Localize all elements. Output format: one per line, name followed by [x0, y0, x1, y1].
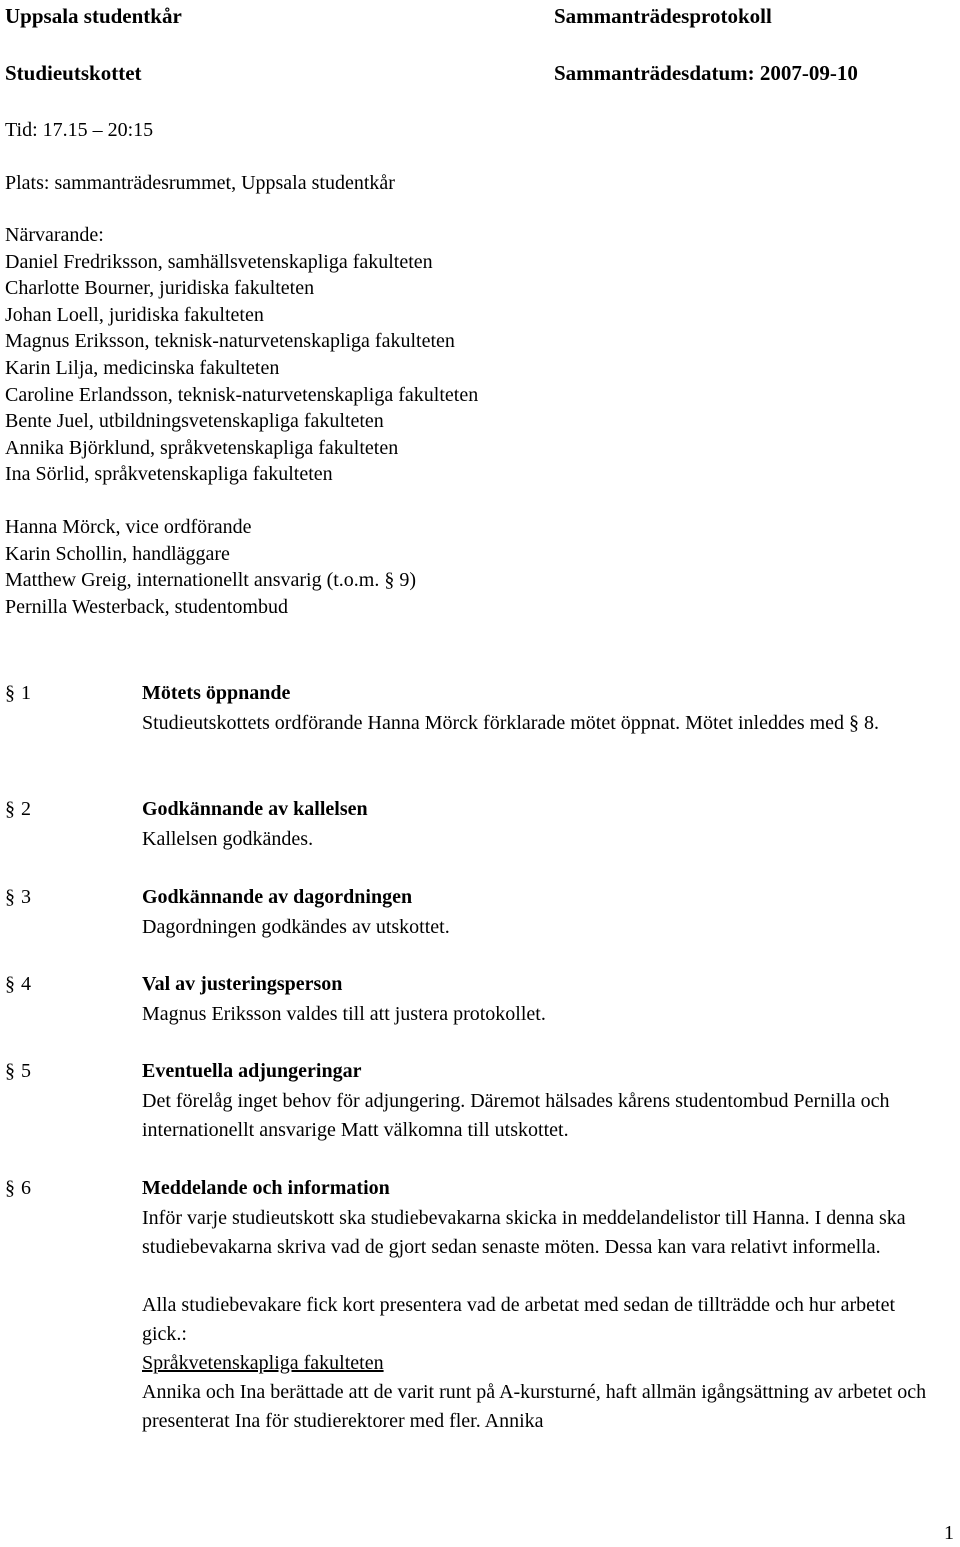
section-title: Godkännande av kallelsen	[142, 798, 368, 820]
section-title: Godkännande av dagordningen	[142, 886, 413, 908]
section-symbol: §	[5, 682, 15, 704]
section-symbol: §	[5, 1060, 15, 1082]
section-symbol: §	[5, 886, 15, 908]
section-number: § 4	[5, 973, 31, 995]
section-symbol: §	[5, 973, 15, 995]
committee-name: Studieutskottet	[5, 61, 142, 85]
attendee: Caroline Erlandsson, teknisk-naturvetenskapliga fakulteten	[5, 383, 479, 406]
other-attendee: Hanna Mörck, vice ordförande	[5, 516, 252, 538]
attendee: Johan Loell, juridiska fakulteten	[5, 303, 264, 326]
section-title: Val av justeringsperson	[142, 973, 343, 995]
attendee: Annika Björklund, språkvetenskapliga fakulteten	[5, 436, 399, 459]
section-number: § 1	[5, 682, 31, 704]
section-title: Eventuella adjungeringar	[142, 1060, 362, 1082]
meeting-time: Tid: 17.15 – 20:15	[5, 119, 154, 141]
section-symbol: §	[5, 798, 15, 820]
section-number: § 2	[5, 798, 31, 820]
attendee: Bente Juel, utbildningsvetenskapliga fakulteten	[5, 410, 384, 433]
meeting-place: Plats: sammanträdesrummet, Uppsala studentkår	[5, 172, 395, 194]
section-number: § 3	[5, 886, 31, 908]
section-number: § 6	[5, 1177, 31, 1199]
section-text: Studieutskottets ordförande Hanna Mörck förklarade mötet öppnat. Mötet inleddes med § 8.	[142, 712, 880, 734]
section-text: Annika och Ina berättade att de varit runt på A-kursturné, haft allmän igångsättning av arbetet och presenterat Ina för studierektorer med fler. Annika	[142, 1381, 927, 1432]
section-title: Meddelande och information	[142, 1177, 390, 1199]
page-number: 1	[944, 1522, 954, 1544]
doc-type: Sammanträdesprotokoll	[554, 4, 772, 28]
section-text: Inför varje studieutskott ska studiebevakarna skicka in meddelandelistor till Hanna. I denna ska studiebevakarna skriva vad de gjort sedan senaste möten. Dessa kan vara relativt informella.	[142, 1207, 906, 1258]
section-text: Det förelåg inget behov för adjungering. Däremot hälsades kårens studentombud Pernilla och internationellt ansvarige Matt välkomna till utskottet.	[142, 1090, 890, 1141]
attendee: Ina Sörlid, språkvetenskapliga fakulteten	[5, 463, 333, 486]
meeting-date: Sammanträdesdatum: 2007-09-10	[554, 61, 858, 85]
attendee-heading: Närvarande:	[5, 224, 104, 246]
attendee-list	[5, 222, 478, 488]
faculty-subheading: Språkvetenskapliga fakulteten	[142, 1352, 384, 1374]
attendee: Daniel Fredriksson, samhällsvetenskapliga fakulteten	[5, 250, 433, 273]
other-attendee: Matthew Greig, internationellt ansvarig (t.o.m. § 9)	[5, 569, 417, 592]
other-attendees	[5, 514, 416, 620]
section-title: Mötets öppnande	[142, 682, 291, 704]
attendee: Magnus Eriksson, teknisk-naturvetenskapliga fakulteten	[5, 330, 455, 353]
section-text: Dagordningen godkändes av utskottet.	[142, 916, 450, 938]
other-attendee: Pernilla Westerback, studentombud	[5, 595, 288, 618]
other-attendee: Karin Schollin, handläggare	[5, 542, 230, 565]
section-text: Alla studiebevakare fick kort presentera vad de arbetat med sedan de tillträdde och hur arbetet gick.:	[142, 1294, 895, 1345]
org-name: Uppsala studentkår	[5, 4, 182, 28]
section-symbol: §	[5, 1177, 15, 1199]
attendee: Charlotte Bourner, juridiska fakulteten	[5, 277, 315, 300]
section-number: § 5	[5, 1060, 31, 1082]
section-text: Kallelsen godkändes.	[142, 828, 314, 850]
attendee: Karin Lilja, medicinska fakulteten	[5, 356, 280, 379]
section-text: Magnus Eriksson valdes till att justera protokollet.	[142, 1003, 546, 1025]
